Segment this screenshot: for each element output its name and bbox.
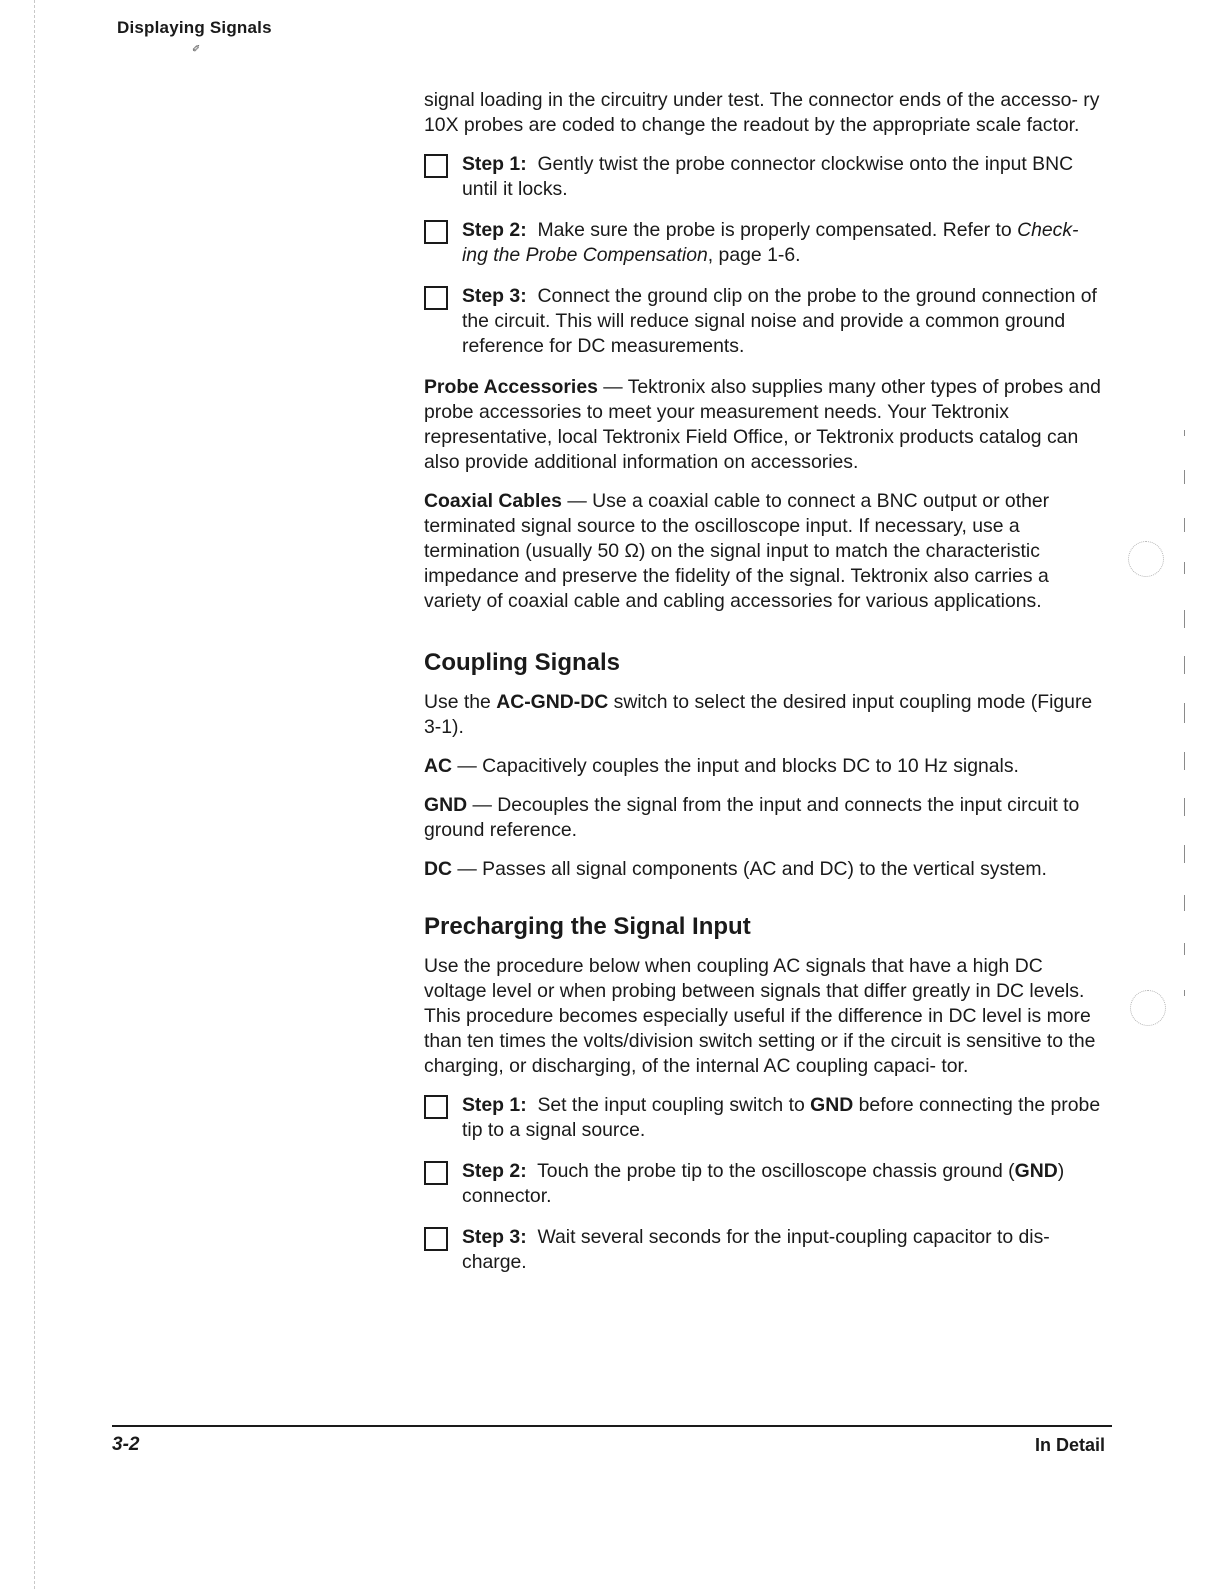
punch-hole (1130, 990, 1166, 1026)
margin-mark (1184, 518, 1185, 532)
term: Probe Accessories (424, 376, 598, 398)
margin-mark (1184, 703, 1185, 723)
mode-ac: AC — Capacitively couples the input and blocks DC to 10 Hz signals. (424, 755, 1019, 777)
step-text: Gently twist the probe connector clockwise onto the input BNC until it locks. (462, 153, 1074, 200)
running-head: Displaying Signals (117, 18, 272, 37)
switch-name: AC-GND-DC (496, 691, 609, 713)
page-body (424, 88, 1104, 1291)
checkbox[interactable] (424, 286, 448, 310)
section-name: In Detail (1034, 1435, 1105, 1455)
cross-reference: Check- ing the Probe Compensation (462, 219, 1079, 266)
margin-mark (1184, 656, 1185, 674)
mode-gnd: GND — Decouples the signal from the input and connects the input circuit to ground reference. (424, 794, 1080, 841)
precharging-paragraph: Use the procedure below when coupling AC signals that have a high DC voltage level or when probing between signals that differ greatly in DC levels. This procedure becomes especially useful if the difference in DC level is more than ten times the volts/division switch setting or if the circuit is sensitive to the charging, or discharging, of the internal AC coupling capaci- tor. (424, 955, 1096, 1077)
scan-speck: ✐ (192, 44, 201, 55)
probe-step-2 (424, 218, 1104, 268)
definition: — Use a coaxial cable to connect a BNC output or other terminated signal source to the oscilloscope input. If necessary, use a termination (usually 50 Ω) on the signal input to match the characteristic impedance and preserve the fidelity of the signal. Tektronix also carries a variety of coaxial cable and cabling accessories for various applications. (424, 490, 1050, 612)
term: GND (424, 794, 468, 816)
step-label: Step 1: (462, 153, 527, 175)
mode-dc: DC — Passes all signal components (AC and DC) to the vertical system. (424, 858, 1047, 880)
margin-mark (1184, 943, 1185, 955)
coaxial-cables-paragraph (424, 489, 1104, 614)
step-text: Make sure the probe is properly compensated. Refer to (537, 219, 1018, 241)
term: DC (424, 858, 453, 880)
coupling-heading: Coupling Signals (424, 649, 620, 676)
margin-mark (1184, 895, 1185, 911)
intro-paragraph: signal loading in the circuitry under test. The connector ends of the accesso- ry 10X probes are coded to change the readout by the appropriate scale factor. (424, 89, 1100, 136)
definition: — Tektronix also supplies many other types of probes and probe accessories to meet your measurement needs. Your Tektronix representative, local Tektronix Field Office, or Tektronix products catalog can also provide additional information on accessories. (424, 376, 1101, 473)
punch-hole (1128, 541, 1164, 577)
step-text-after: , page 1-6. (707, 244, 801, 266)
margin-mark (1184, 798, 1185, 816)
coupling-intro: Use the AC-GND-DC switch to select the desired input coupling mode (Figure 3-1). (424, 691, 1093, 738)
margin-mark (1184, 470, 1185, 484)
probe-step-1 (424, 152, 1104, 202)
checkbox[interactable] (424, 1227, 448, 1251)
page-number: 3-2 (112, 1434, 140, 1455)
checkbox[interactable] (424, 154, 448, 178)
step-label: Step 2: (462, 219, 527, 241)
precharge-step-3: Step 3: Wait several seconds for the input-coupling capacitor to dis- charge. (424, 1225, 1104, 1275)
term: Coaxial Cables (424, 490, 562, 512)
margin-mark (1184, 610, 1185, 628)
probe-step-3 (424, 284, 1104, 359)
probe-accessories-paragraph (424, 375, 1104, 475)
margin-mark (1184, 430, 1185, 436)
step-text: Connect the ground clip on the probe to the ground connection of the circuit. This will reduce signal noise and provide a common ground reference for DC measurements. (462, 285, 1097, 357)
margin-mark (1184, 845, 1185, 863)
margin-mark (1184, 752, 1185, 770)
checkbox[interactable] (424, 1161, 448, 1185)
precharge-step-1: Step 1: Set the input coupling switch to GND before connecting the probe tip to a signal source. (424, 1093, 1104, 1143)
margin-mark (1184, 990, 1185, 996)
step-label: Step 2: (462, 1160, 527, 1182)
checkbox[interactable] (424, 220, 448, 244)
binding-edge (34, 0, 35, 1589)
step-label: Step 1: (462, 1094, 527, 1116)
footer-rule (112, 1425, 1112, 1427)
term: AC (424, 755, 453, 777)
checkbox[interactable] (424, 1095, 448, 1119)
step-label: Step 3: (462, 1226, 527, 1248)
precharging-heading: Precharging the Signal Input (424, 913, 751, 940)
precharge-step-2: Step 2: Touch the probe tip to the oscilloscope chassis ground (GND) connector. (424, 1159, 1104, 1209)
margin-mark (1184, 562, 1185, 574)
step-label: Step 3: (462, 285, 527, 307)
